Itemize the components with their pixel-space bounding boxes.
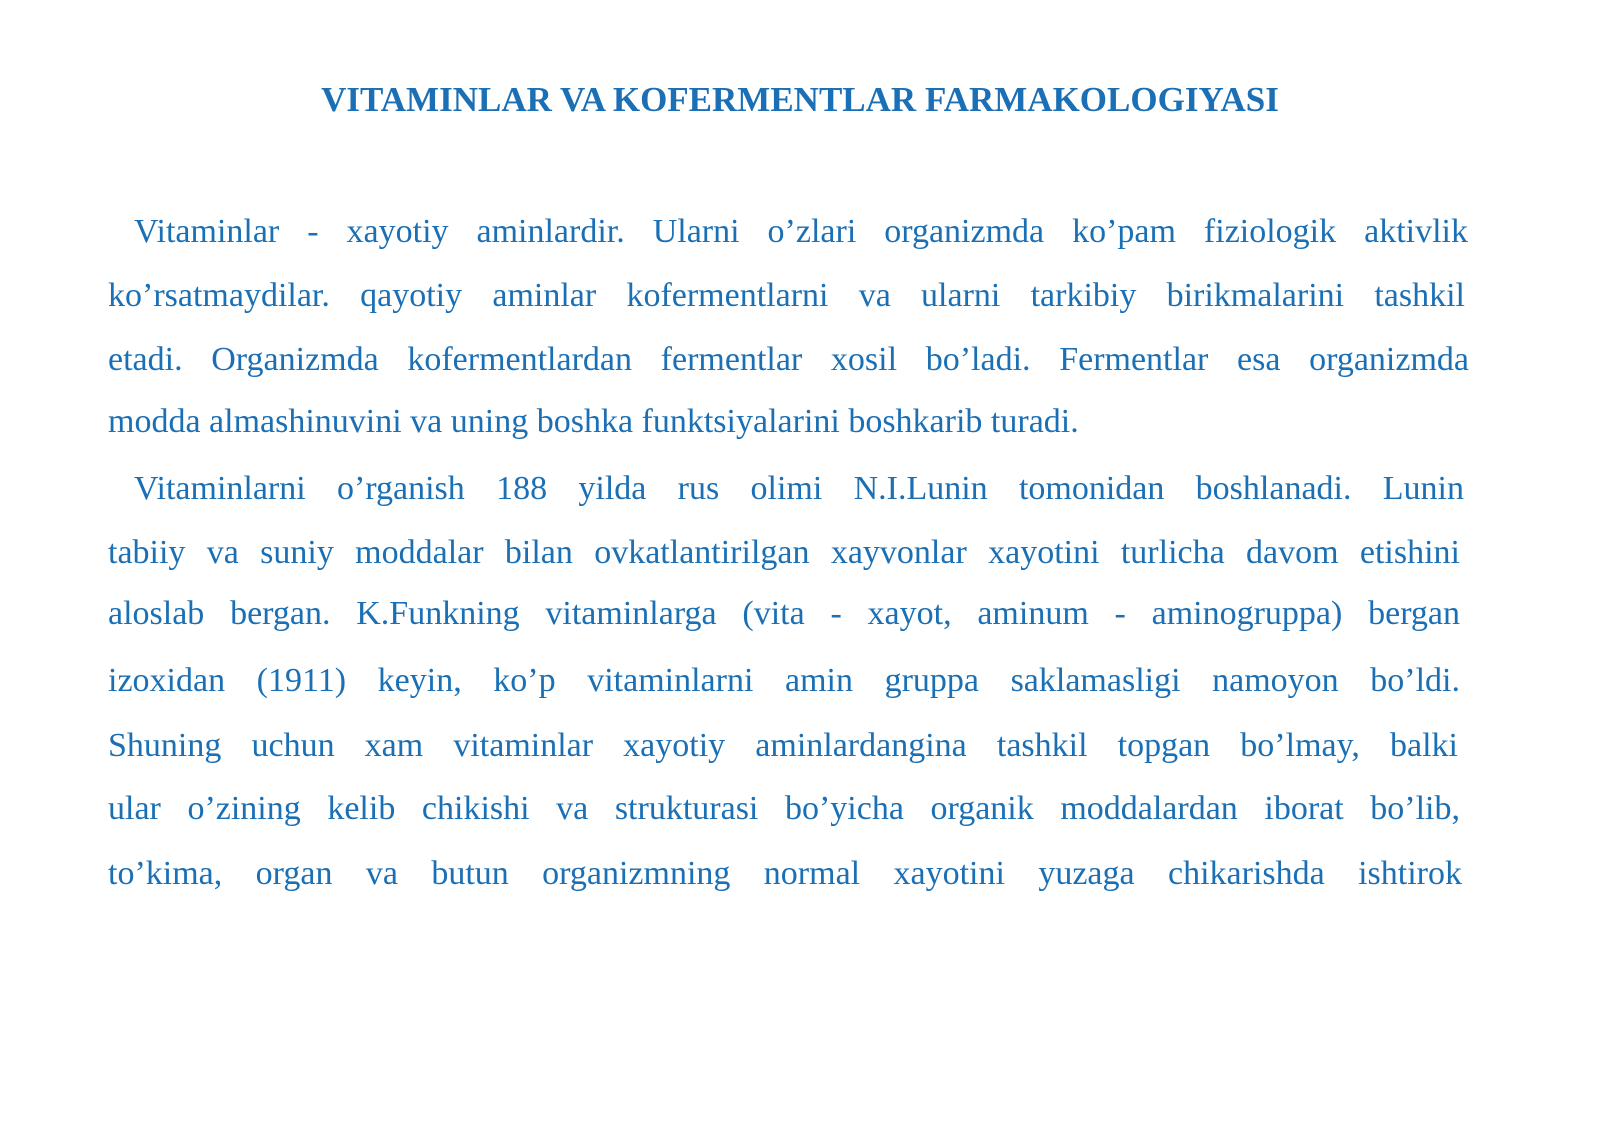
text-line: ular o’zining kelib chikishi va strukturasi bo’yicha organik moddalardan iborat bo’lib, (108, 790, 1460, 827)
page-title: VITAMINLAR VA KOFERMENTLAR FARMAKOLOGIYASI (321, 80, 1279, 119)
text-line: to’kima, organ va butun organizmning normal xayotini yuzaga chikarishda ishtirok (108, 855, 1462, 892)
text-line: izoxidan (1911) keyin, ko’p vitaminlarni amin gruppa saklamasligi namoyon bo’ldi. (108, 662, 1460, 699)
text-line: tabiiy va suniy moddalar bilan ovkatlantirilgan xayvonlar xayotini turlicha davom etishini (108, 534, 1460, 571)
text-line: ko’rsatmaydilar. qayotiy aminlar kofermentlarni va ularni tarkibiy birikmalarini tashkil (108, 277, 1465, 314)
text-line: etadi. Organizmda kofermentlardan fermentlar xosil bo’ladi. Fermentlar esa organizmda (108, 341, 1469, 378)
text-line: Shuning uchun xam vitaminlar xayotiy aminlardangina tashkil topgan bo’lmay, balki (108, 727, 1458, 764)
text-line: aloslab bergan. K.Funkning vitaminlarga (vita - xayot, aminum - aminogruppa) bergan (108, 595, 1460, 632)
text-line: Vitaminlarni o’rganish 188 yilda rus olimi N.I.Lunin tomonidan boshlanadi. Lunin (134, 470, 1464, 507)
text-line: Vitaminlar - xayotiy aminlardir. Ularni o’zlari organizmda ko’pam fiziologik aktivlik (134, 213, 1468, 250)
text-line: modda almashinuvini va uning boshka funktsiyalarini boshkarib turadi. (108, 403, 1079, 440)
